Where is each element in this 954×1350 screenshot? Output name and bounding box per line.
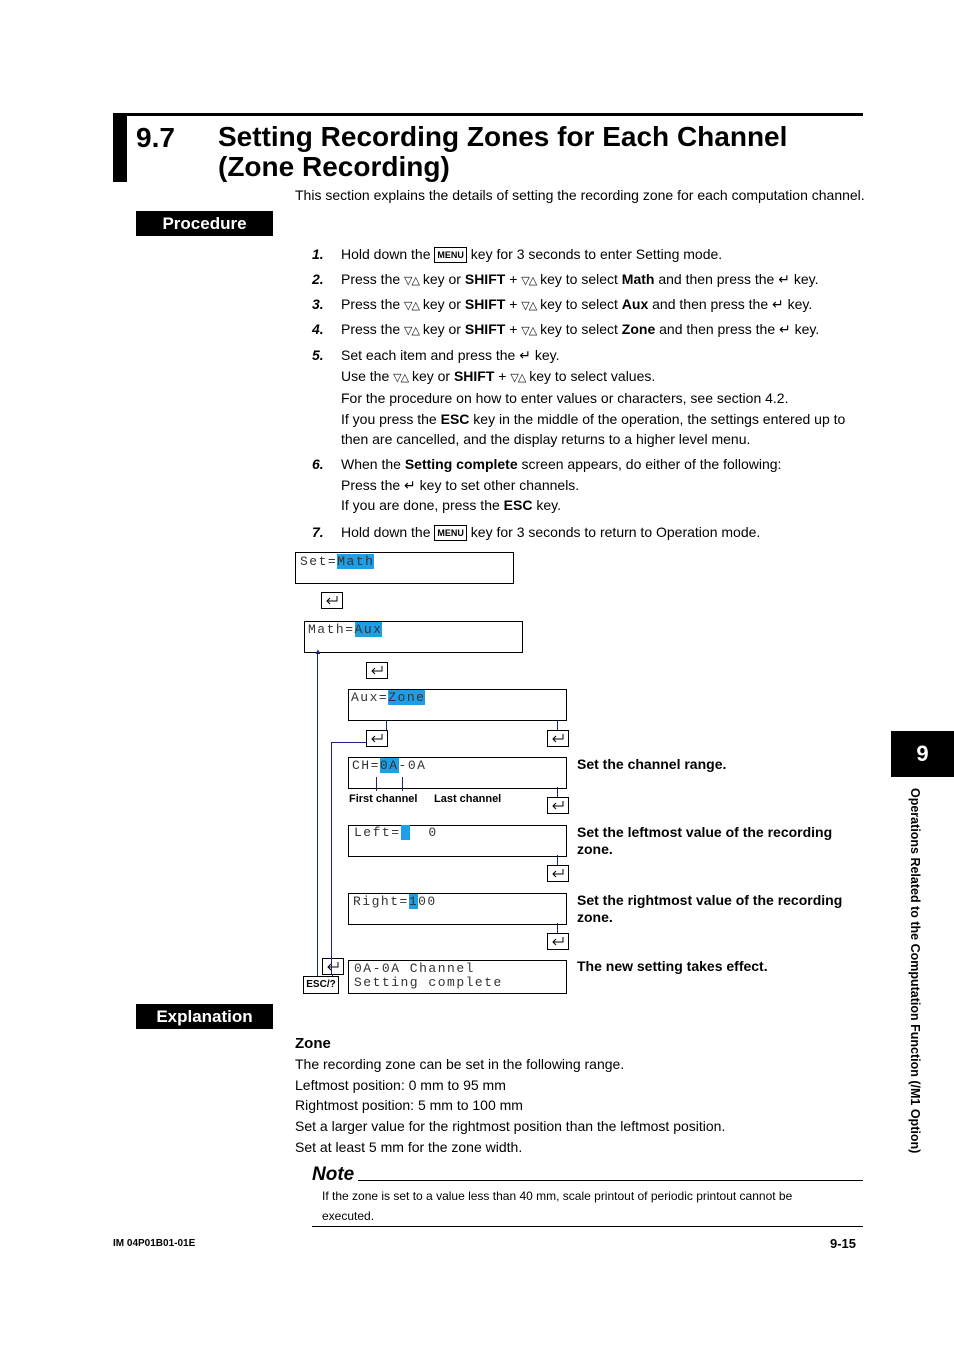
note-rule [358,1180,863,1181]
step-4: Press the ▽△ key or SHIFT + ▽△ key to select Zone and then press the ↵ key. [341,321,820,337]
menu-key-icon: MENU [434,525,467,541]
explanation-label: Explanation [136,1004,273,1029]
last-channel-label: Last channel [434,793,502,805]
connector [331,742,366,743]
return-line [331,742,332,974]
up-down-arrow-icon: ▽△ [404,275,419,287]
step-6: When the Setting complete screen appears, do either of the following: Press the ↵ key to set other channels. If you are done, press the ESC key. [341,456,782,513]
lcd-screen-left: Left= 0 [348,825,567,857]
explanation-text: The recording zone can be set in the following range. Leftmost position: 0 mm to 95 mm Rightmost position: 5 mm to 100 mm Set a larger value for the rightmost position than the leftmost position. Set at least 5 mm for the zone width. [295,1056,726,1155]
step-2: Press the ▽△ key or SHIFT + ▽△ key to select Math and then press the ↵ key. [341,271,819,287]
enter-key-icon: ↵ [404,476,416,493]
step-number: 3. [312,296,324,312]
up-down-arrow-icon: ▽△ [521,325,537,337]
lcd-screen-right: Right=100 [348,893,567,925]
lcd-screen-math: Math=Aux [304,621,523,653]
up-down-arrow-icon: ▽△ [521,275,537,287]
note-title: Note [312,1164,355,1185]
lcd-screen-complete: 0A-0A Channel Setting complete [348,960,567,994]
up-down-arrow-icon: ▽△ [404,300,419,312]
enter-key-icon [321,592,343,609]
doc-id: IM 04P01B01-01E [113,1238,196,1249]
step-number: 6. [312,456,324,472]
section-title: Setting Recording Zones for Each Channel (Zone Recording) [218,121,788,182]
up-down-arrow-icon: ▽△ [393,371,409,384]
step-5: Set each item and press the ↵ key. Use the ▽△ key or SHIFT + ▽△ key to select values. For the procedure on how to enter values or characters, see section 4.2. If you press the ESC key in the middle of the operation, the settings entered up to then are cancelled, and the display returns to a higher level menu. [341,347,846,447]
return-line [317,652,318,976]
menu-key-icon: MENU [434,247,467,263]
step-number: 7. [312,524,324,540]
connector [557,923,558,933]
enter-key-icon [366,730,388,747]
enter-key-icon [366,662,388,679]
section-number: 9.7 [136,122,175,153]
enter-key-icon [547,933,569,950]
step-number: 4. [312,321,324,337]
connector [557,720,558,730]
step-3: Press the ▽△ key or SHIFT + ▽△ key to select Aux and then press the ↵ key. [341,296,813,312]
note-text: If the zone is set to a value less than 40 mm, scale printout of periodic printout cannot be executed. [322,1189,793,1223]
page-number: 9-15 [830,1236,857,1251]
enter-key-icon: ↵ [519,347,531,363]
step-number: 2. [312,271,324,287]
connector [557,787,558,797]
connector [557,855,558,865]
enter-key-icon: ↵ [772,296,784,312]
step-number: 1. [312,246,324,262]
up-down-arrow-icon: ▽△ [510,371,526,384]
enter-key-icon [547,730,569,747]
last-channel-pointer [402,777,403,791]
connector [332,974,333,976]
intro-text: This section explains the details of setting the recording zone for each computation channel. [295,187,865,203]
connector [386,720,387,730]
step-1: Hold down the MENU key for 3 seconds to enter Setting mode. [341,246,723,262]
lcd-screen-set: Set=Math [295,552,514,584]
desc-right: Set the rightmost value of the recording zone. [577,892,843,925]
zone-heading: Zone [295,1035,331,1052]
step-number: 5. [312,347,324,363]
arrow-up-icon: ▲ [314,647,322,656]
lcd-screen-channel: CH=0A-0A [348,757,567,789]
esc-key: ESC/? [303,976,339,994]
first-channel-label: First channel [349,793,418,805]
enter-key-icon: ↵ [779,321,791,337]
up-down-arrow-icon: ▽△ [404,325,419,337]
lcd-screen-aux: Aux=Zone [348,689,567,721]
enter-key-icon: ↵ [778,271,790,287]
chapter-tab: 9 [891,731,954,777]
procedure-label: Procedure [136,211,273,236]
note-bottom-rule [312,1226,863,1227]
step-7: Hold down the MENU key for 3 seconds to return to Operation mode. [341,524,761,540]
desc-effect: The new setting takes effect. [577,958,768,974]
chapter-side-title: Operations Related to the Computation Function (/M1 Option) [908,788,922,1154]
desc-channel: Set the channel range. [577,756,727,772]
up-down-arrow-icon: ▽△ [521,300,537,312]
enter-key-icon [547,797,569,814]
enter-key-icon [322,958,344,975]
desc-left: Set the leftmost value of the recording zone. [577,824,833,857]
first-channel-pointer [376,777,377,791]
enter-key-icon [547,865,569,882]
